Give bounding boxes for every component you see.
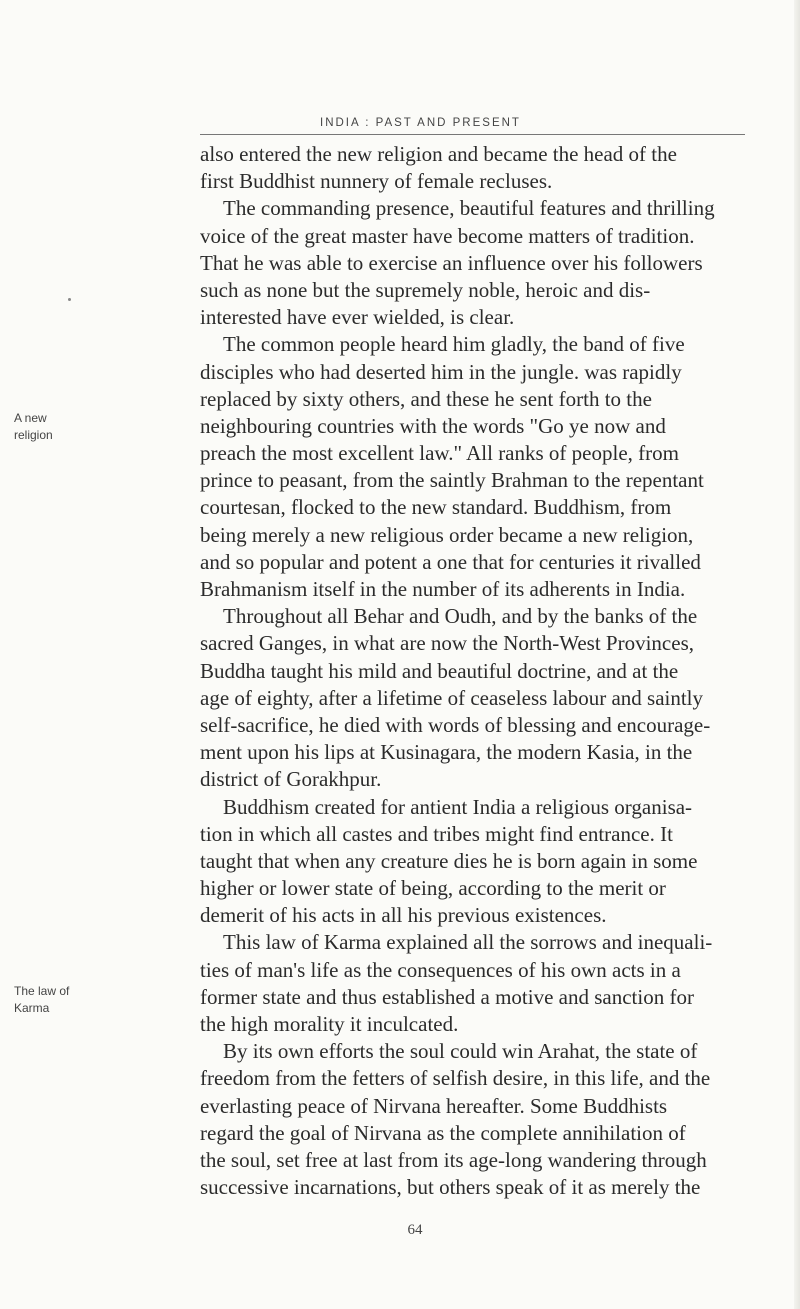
text-line: Throughout all Behar and Oudh, and by the banks of the (223, 604, 698, 629)
text-line: the high morality it inculcated. (200, 1012, 459, 1036)
sidenote-line: Karma (14, 1001, 50, 1015)
text-line: interested have ever wielded, is clear. (200, 305, 515, 330)
text-line: such as none but the supremely noble, heroic and dis- (200, 277, 651, 302)
text-line: disciples who had deserted him in the jungle. was rapidly (200, 359, 682, 384)
text-line: Brahmanism itself in the number of its adherents in India. (200, 577, 686, 601)
text-line: age of eighty, after a lifetime of ceaseless labour and saintly (200, 685, 704, 710)
sidenote-line: religion (14, 428, 53, 442)
text-line: This law of Karma explained all the sorrows and inequali- (223, 930, 713, 955)
text-line: The commanding presence, beautiful features and thrilling (223, 196, 715, 221)
text-line: higher or lower state of being, according to the merit or (200, 876, 666, 901)
text-line: sacred Ganges, in what are now the North-West Provinces, (200, 631, 694, 656)
text-line: taught that when any creature dies he is born again in some (200, 848, 698, 873)
text-line: voice of the great master have become matters of tradition. (200, 223, 695, 248)
text-line: everlasting peace of Nirvana hereafter. Some Buddhists (200, 1093, 668, 1118)
text-line: being merely a new religious order became a new religion, (200, 522, 694, 547)
text-line: self-sacrifice, he died with words of blessing and encourage- (200, 712, 711, 737)
sidenote-a-new-religion (14, 410, 53, 444)
page-number: 64 (407, 1222, 423, 1238)
sidenote-line: The law of (14, 984, 70, 998)
text-line: and so popular and potent a one that for centuries it rivalled (200, 549, 701, 574)
text-line: By its own efforts the soul could win Arahat, the state of (223, 1039, 698, 1064)
text-line: replaced by sixty others, and these he sent forth to the (200, 386, 652, 411)
text-line: The common people heard him gladly, the band of five (223, 332, 685, 357)
text-line: ties of man's life as the consequences of his own acts in a (200, 957, 681, 982)
sidenote-line: A new (14, 411, 47, 425)
text-line: ment upon his lips at Kusinagara, the modern Kasia, in the (200, 740, 693, 765)
text-line: regard the goal of Nirvana as the complete annihilation of (200, 1120, 686, 1145)
margin-mark (68, 298, 71, 301)
running-header: INDIA : PAST AND PRESENT (320, 117, 521, 129)
text-line: successive incarnations, but others speak of it as merely the (200, 1175, 701, 1200)
text-line: prince to peasant, from the saintly Brahman to the repentant (200, 468, 704, 493)
text-line: tion in which all castes and tribes might find entrance. It (200, 821, 673, 846)
text-line: Buddha taught his mild and beautiful doctrine, and at the (200, 658, 679, 683)
text-line: former state and thus established a motive and sanction for (200, 984, 694, 1009)
text-line: freedom from the fetters of selfish desire, in this life, and the (200, 1066, 711, 1091)
text-line: district of Gorakhpur. (200, 767, 382, 792)
text-line: courtesan, flocked to the new standard. Buddhism, from (200, 495, 672, 520)
text-line: first Buddhist nunnery of female recluses. (200, 169, 553, 194)
text-line: preach the most excellent law." All ranks of people, from (200, 441, 679, 466)
text-line: That he was able to exercise an influence over his followers (200, 250, 703, 275)
sidenote-law-of-karma (14, 983, 69, 1017)
text-line: Buddhism created for antient India a religious organisa- (223, 794, 693, 819)
body-text (200, 141, 780, 1201)
text-line: neighbouring countries with the words "Go ye now and (200, 413, 666, 438)
text-line: also entered the new religion and became the head of the (200, 142, 677, 166)
header-rule (200, 134, 745, 135)
text-line: the soul, set free at last from its age-long wandering through (200, 1147, 707, 1172)
page-edge (794, 0, 800, 1309)
text-line: demerit of his acts in all his previous existences. (200, 903, 607, 928)
